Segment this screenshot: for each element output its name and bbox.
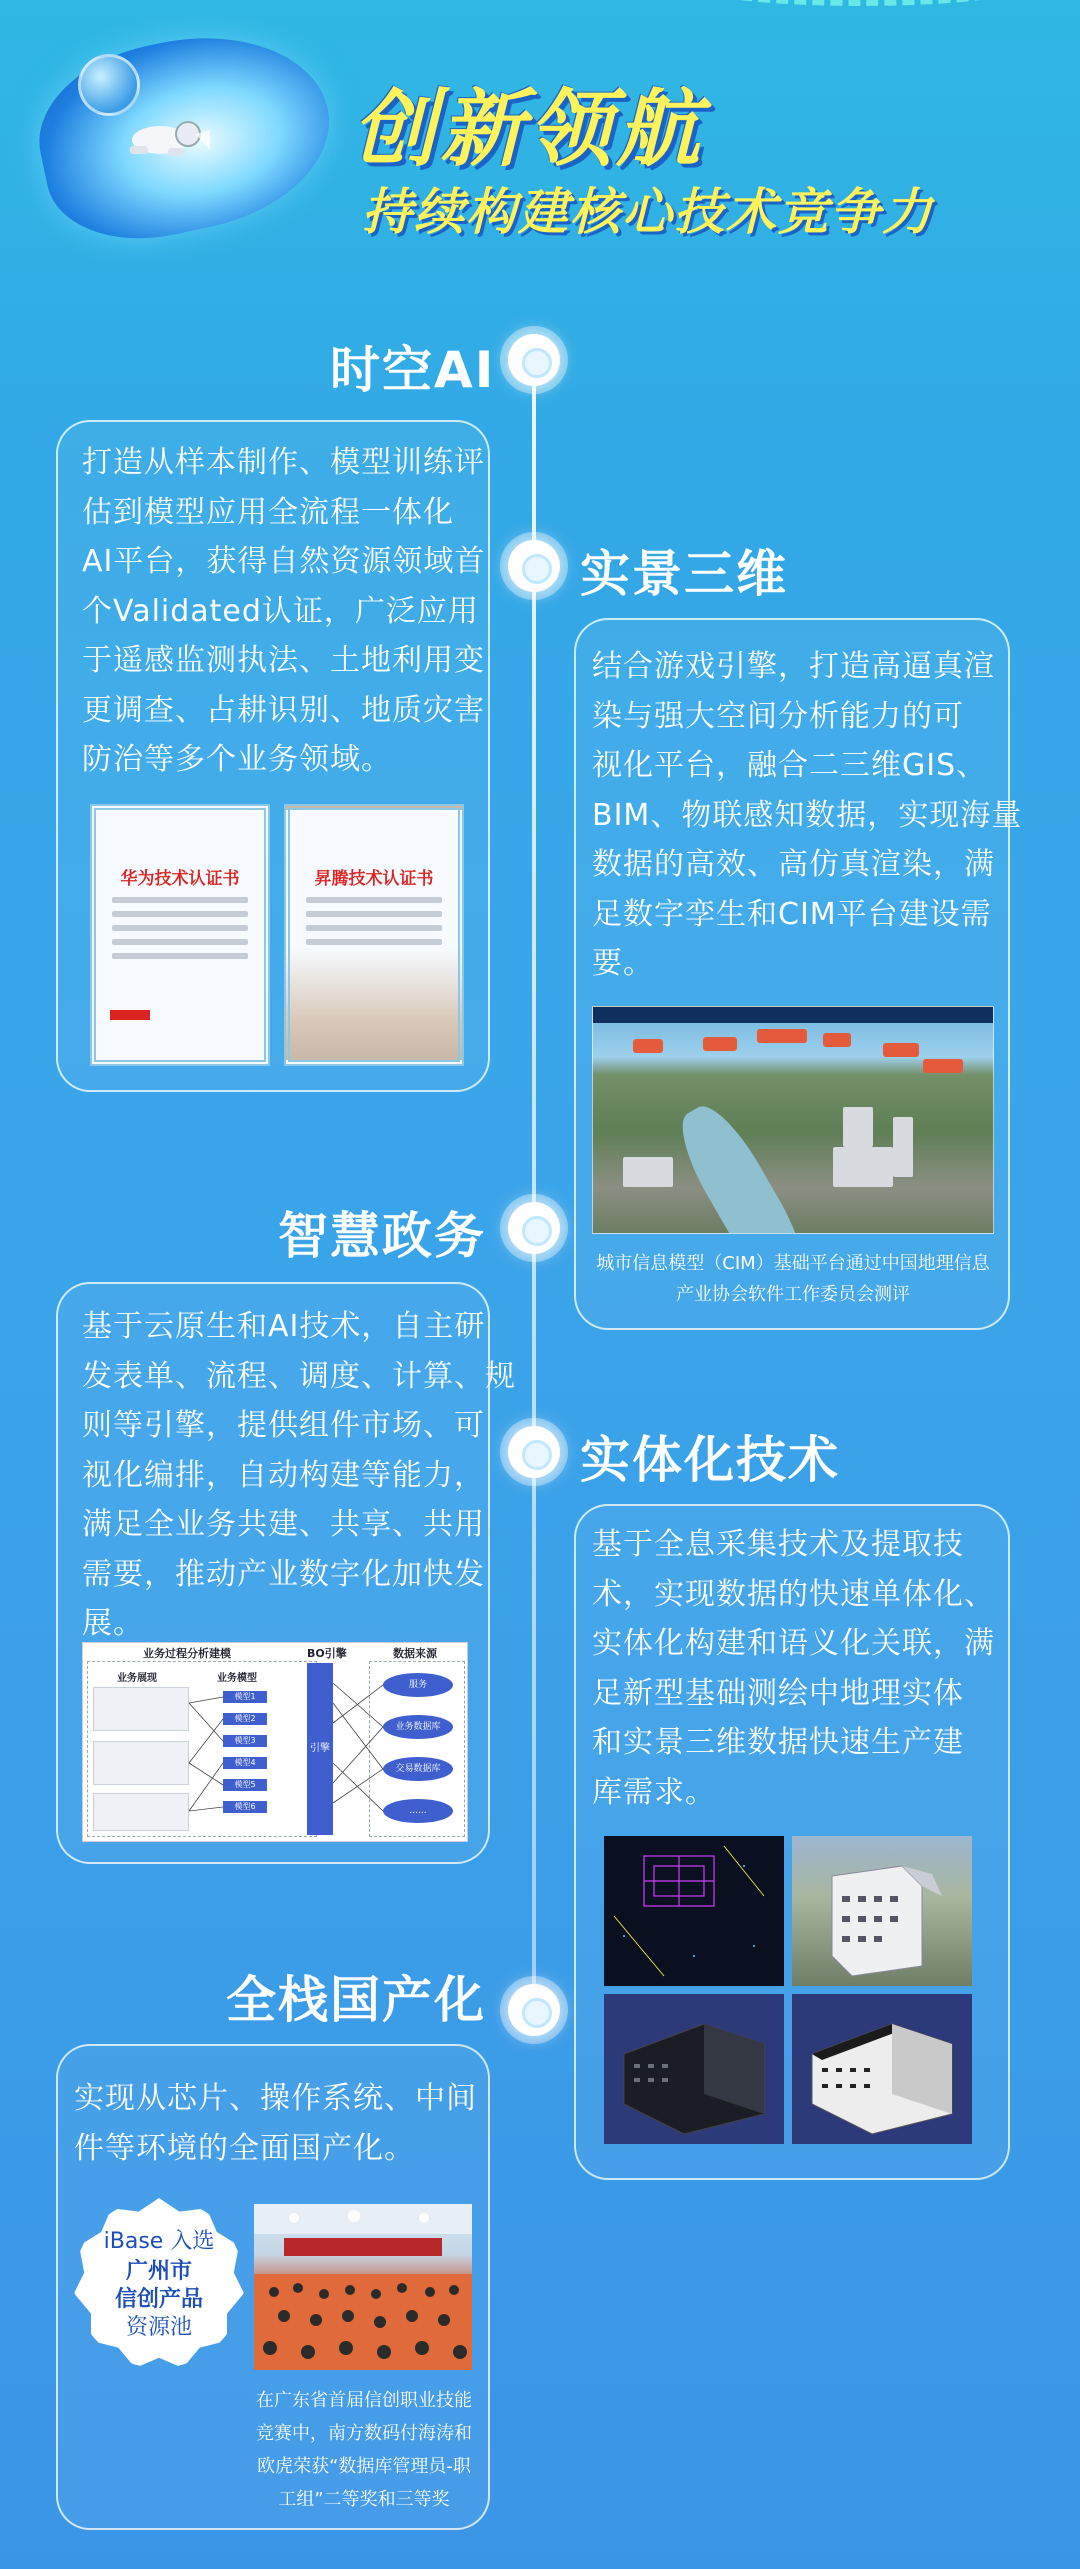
card-gov-text: 基于云原生和AI技术，自主研 发表单、流程、调度、计算、规 则等引擎，提供组件市场、可 视化编排，自动构建等能力， 满足全业务共建、共享、共用 需要，推动产业数字化加快发 展。 <box>82 1309 516 1641</box>
planet-icon <box>78 54 140 116</box>
timeline-spine <box>532 356 536 2016</box>
certificate-ascend: 昇腾技术认证书 <box>284 804 464 1066</box>
section-title-entity: 实体化技术 <box>580 1431 840 1489</box>
process-modeling-diagram: 业务过程分析建模 BO引擎 数据来源 业务展现 业务模型 模型1 模型2 模型3 模型4 模型5 模型6 引擎 服务 业务数据库 交易数据库 ...... <box>82 1642 468 1842</box>
top-decoration-arc <box>680 0 1040 6</box>
entity-model-light-image <box>792 1994 972 2144</box>
entity-oblique-photo-image <box>792 1836 972 1986</box>
card-ai-text: 打造从样本制作、模型训练评 估到模型应用全流程一体化 AI平台，获得自然资源领域首 个Validated认证，广泛应用 于遥感监测执法、土地利用变 更调查、占耕识别、地质灾害 防治等多个业务领域。 <box>82 445 486 777</box>
certificate-huawei: 华为技术认证书 <box>90 804 270 1066</box>
cim-caption: 城市信息模型（CIM）基础平台通过中国地理信息 产业协会软件工作委员会测评 <box>596 1253 990 1305</box>
section-title-ai: 时空AI <box>330 341 496 399</box>
astronaut-icon <box>110 110 210 170</box>
section-title-gov: 智慧政务 <box>278 1207 486 1265</box>
competition-caption: 在广东省首届信创职业技能 竞赛中，南方数码付海涛和 欧虎荣获“数据库管理员-职 工组”二等奖和三等奖 <box>256 2390 472 2510</box>
timeline-node-gov <box>508 1202 560 1254</box>
section-title-domestic: 全栈国产化 <box>226 1971 486 2029</box>
page-title: 创新领航 <box>352 80 705 178</box>
card-domestic-text: 实现从芯片、操作系统、中间 件等环境的全面国产化。 <box>74 2081 477 2166</box>
badge-line2: 广州市 <box>125 2259 192 2284</box>
page-subtitle: 持续构建核心技术竞争力 <box>362 183 934 241</box>
timeline-node-3d <box>508 540 560 592</box>
badge-line3: 信创产品 <box>114 2287 203 2312</box>
badge-line4: 资源池 <box>125 2315 192 2340</box>
timeline-node-ai <box>508 334 560 386</box>
card-3d-text: 结合游戏引擎，打造高逼真渲 染与强大空间分析能力的可 视化平台，融合二三维GIS、 BIM、物联感知数据，实现海量 数据的高效、高仿真渲染，满 足数字孪生和CIM平台建设需 要。 <box>592 649 1023 981</box>
section-title-3d: 实景三维 <box>580 545 788 603</box>
cim-platform-screenshot <box>592 1006 994 1234</box>
entity-pointcloud-image <box>604 1836 784 1986</box>
card-entity-text: 基于全息采集技术及提取技 术，实现数据的快速单体化、 实体化构建和语义化关联，满 足新型基础测绘中地理实体 和实景三维数据快速生产建 库需求。 <box>592 1527 995 1810</box>
timeline-node-domestic <box>508 1984 560 2036</box>
competition-event-photo <box>254 2204 472 2370</box>
entity-model-dark-image <box>604 1994 784 2144</box>
badge-line1: iBase 入选 <box>103 2229 215 2254</box>
